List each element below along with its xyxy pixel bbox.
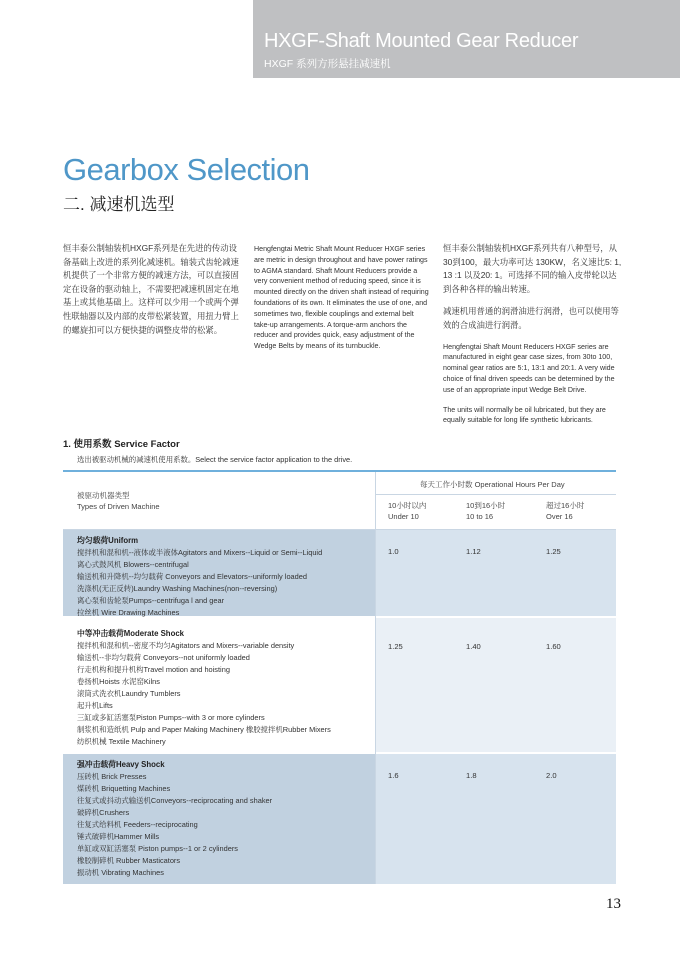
intro-column-zh: 恒丰泰公制轴装机HXGF系列是在先进的传动设备基础上改进的系列化减速机。轴装式齿轮减速机提供了一个非常方便的减速方法，可以直接固定在设备的驱动轴上，不需要把减速机固定在地基上或其他基础上。这样可以少用一个或两个弹性联轴器以及内部的皮带松紧装置，用扭力臂上的螺旋扣可以方便快捷的调整皮带的松紧。 [63,243,239,335]
table-group-moderate-shock [63,618,616,752]
list-item: 搅拌机和混和机--液体或半液体Agitators and Mixers--Liquid or Semi--Liquid [77,548,323,557]
group-title: 强冲击载荷Heavy Shock [77,760,165,769]
list-item: 搅拌机和混和机--密度不均匀Agitators and Mixers--variable density [77,641,295,650]
page-number: 13 [606,896,621,912]
intro-column-specs [443,242,623,435]
header-divider [376,494,616,495]
factor-value-10-to-16: 1.8 [466,771,477,780]
service-factor-instruction: 选出被驱动机械的减速机使用系数。Select the service factor application to the drive. [77,455,353,464]
list-item: 压砖机 Brick Presses [77,772,147,781]
list-item: 离心泵和齿轮泵Pumps--centrifuga l and gear [77,596,225,605]
group-values-cell [376,530,616,616]
list-item: 振动机 Vibrating Machines [77,868,164,877]
header-title: HXGF-Shaft Mounted Gear Reducer [264,30,579,52]
group-title: 中等冲击载荷Moderate Shock [77,629,185,638]
list-item: 洗涤机(无正反转)Laundry Washing Machines(non--reversing) [77,584,278,593]
col-header-zh-1: 10小时以内 [388,501,427,510]
col-header-en-1: Under 10 [388,512,419,521]
specs-paragraph-zh: 恒丰泰公制轴装机HXGF系列共有八种型号，从30到100，最大功率可达 130KW，名义速比5: 1, 13 :1 以及20: 1。可选择不同的输入皮带轮以达到各种各样的输出转速。 [443,243,622,294]
list-item: 往复式给料机 Feeders--reciprocating [77,820,198,829]
table-group-heavy-shock [63,754,616,884]
list-item: 滚筒式洗衣机Laundry Tumblers [77,689,181,698]
list-item: 卷扬机Hoists 水泥窑Kilns [77,677,160,686]
factor-value-under-10: 1.0 [388,547,399,556]
list-item: 单缸或双缸活塞泵 Piston pumps--1 or 2 cylinders [77,844,238,853]
col-header-zh-3: 超过16小时 [546,501,585,510]
intro-column-en: Hengfengtai Metric Shaft Mount Reducer HXGF series are metric in design throughout and have power ratings to AGMA standard. Shaft Mount Reducers provide a very convenient method of reducing speed, since it is mounted directly on the driven shaft instead of requiring foundations of its own. It eliminates the use of one, and sometimes two, flexible couplings and external belt take-up arrangements. A torque-arm anchors the reducer and provides quick, easy adjustment of the Wedge Belts by means of its turnbuckle. [254,245,429,351]
section-subtitle: 二. 减速机选型 [63,195,175,214]
list-item: 三缸或多缸活塞泵Piston Pumps--with 3 or more cylinders [77,713,265,722]
list-item: 行走机构和提升机构Travel motion and hoisting [77,665,230,674]
hours-header: 每天工作小时数 Operational Hours Per Day [420,480,565,489]
list-item: 离心式鼓风机 Blowers--centrifugal [77,560,189,569]
list-item: 输送机和升降机--均匀载荷 Conveyors and Elevators--uniformly loaded [77,572,307,581]
list-item: 往复式或抖动式输送机Conveyors--reciprocating and shaker [77,796,273,805]
list-item: 锤式破碎机Hammer Mills [77,832,160,841]
factor-value-over-16: 1.60 [546,642,561,651]
lubrication-paragraph-zh: 减速机用普通的润滑油进行润滑，也可以使用等效的合成油进行润滑。 [443,306,619,330]
list-item: 起升机Lifts [77,701,113,710]
list-item: 橡胶制碎机 Rubber Masticators [77,856,181,865]
factor-value-10-to-16: 1.40 [466,642,481,651]
list-item: 破碎机Crushers [77,808,130,817]
driven-machine-header-en: Types of Driven Machine [77,502,160,511]
specs-paragraph-en: Hengfengtai Shaft Mount Reducers HXGF series are manufactured in eight gear case sizes, from 30to 100, nominal gear ratios are 5:1, 13:1 and 20:1. A very wide choice of final driven speeds can be determined by the use of an appropriate input Wedge Belt Drive. [443,342,615,394]
col-header-en-3: Over 16 [546,512,573,521]
col-header-zh-2: 10到16小时 [466,501,506,510]
header-subtitle: HXGF 系列方形悬挂减速机 [264,58,391,70]
list-item: 输送机--非均匀载荷 Conveyors--not uniformly loaded [77,653,250,662]
factor-value-10-to-16: 1.12 [466,547,481,556]
section-title: Gearbox Selection [63,152,310,187]
factor-value-over-16: 1.25 [546,547,561,556]
lubrication-paragraph-en: The units will normally be oil lubricated, but they are equally suitable for long life synthetic lubricants. [443,405,606,425]
service-factor-heading: 1. 使用系数 Service Factor [63,439,180,450]
table-group-uniform [63,530,616,616]
factor-value-under-10: 1.25 [388,642,403,651]
list-item: 拉丝机 Wire Drawing Machines [77,608,180,617]
service-factor-table [63,470,616,882]
group-values-cell [376,618,616,752]
list-item: 纺织机械 Textile Machinery [77,737,166,746]
group-title: 均匀载荷Uniform [77,536,139,545]
factor-value-over-16: 2.0 [546,771,557,780]
factor-value-under-10: 1.6 [388,771,399,780]
col-header-en-2: 10 to 16 [466,512,494,521]
group-values-cell [376,754,616,884]
driven-machine-header-zh: 被驱动机器类型 [77,491,130,500]
list-item: 制浆机和造纸机 Pulp and Paper Making Machinery 橡胶搅拌机Rubber Mixers [77,725,331,734]
list-item: 煤砖机 Briquetting Machines [77,784,171,793]
